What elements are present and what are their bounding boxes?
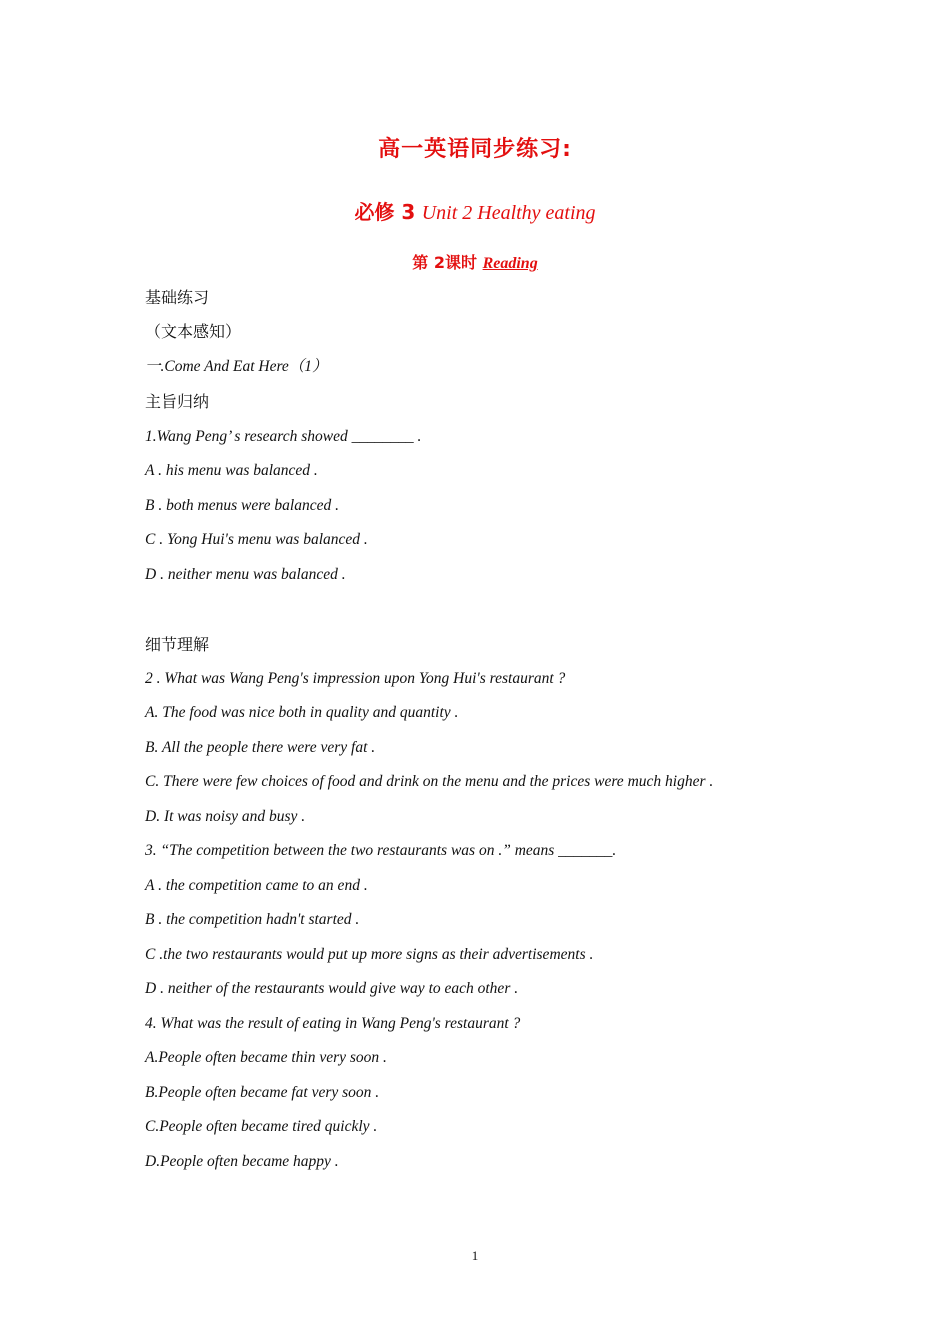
subtitle-unit: Unit 2 Healthy eating bbox=[421, 202, 596, 224]
section-note-text-perception: （文本感知） bbox=[145, 322, 242, 341]
lesson-title bbox=[0, 250, 950, 273]
page-subtitle bbox=[0, 196, 950, 225]
lesson-topic: Reading bbox=[482, 255, 538, 272]
option-4a: A.People often became thin very soon . bbox=[145, 1049, 387, 1066]
question-3: 3. “The competition between the two restaurants was on .” means _______. bbox=[145, 842, 617, 859]
option-3b: B . the competition hadn't started . bbox=[145, 911, 360, 928]
option-2d: D. It was noisy and busy . bbox=[145, 808, 306, 825]
question-1: 1.Wang Peng’ s research showed ________ . bbox=[145, 428, 422, 445]
option-1b: B . both menus were balanced . bbox=[145, 497, 339, 514]
option-2b: B. All the people there were very fat . bbox=[145, 739, 376, 756]
subsection-detail: 细节理解 bbox=[145, 635, 210, 654]
option-4b: B.People often became fat very soon . bbox=[145, 1084, 380, 1101]
section-heading-basic: 基础练习 bbox=[145, 288, 210, 307]
lesson-number: 第 2课时 bbox=[412, 253, 477, 272]
subsection-main-idea: 主旨归纳 bbox=[145, 392, 210, 411]
question-4: 4. What was the result of eating in Wang Peng's restaurant ? bbox=[145, 1015, 521, 1032]
subtitle-module: 必修 3 bbox=[354, 200, 416, 224]
option-3a: A . the competition came to an end . bbox=[145, 877, 368, 894]
option-2a: A. The food was nice both in quality and quantity . bbox=[145, 704, 459, 721]
option-3d: D . neither of the restaurants would give way to each other . bbox=[145, 980, 519, 997]
option-4d: D.People often became happy . bbox=[145, 1153, 339, 1170]
option-2c: C. There were few choices of food and drink on the menu and the prices were much higher . bbox=[145, 773, 714, 790]
option-1a: A . his menu was balanced . bbox=[145, 462, 318, 479]
part-heading-one: 一.Come And Eat Here（1） bbox=[145, 358, 328, 375]
option-3c: C .the two restaurants would put up more signs as their advertisements . bbox=[145, 946, 594, 963]
option-1d: D . neither menu was balanced . bbox=[145, 566, 346, 583]
option-4c: C.People often became tired quickly . bbox=[145, 1118, 378, 1135]
question-2: 2 . What was Wang Peng's impression upon Yong Hui's restaurant ? bbox=[145, 670, 566, 687]
page-number: 1 bbox=[471, 1248, 479, 1263]
option-1c: C . Yong Hui's menu was balanced . bbox=[145, 531, 368, 548]
page-title: 高一英语同步练习: bbox=[378, 137, 572, 162]
